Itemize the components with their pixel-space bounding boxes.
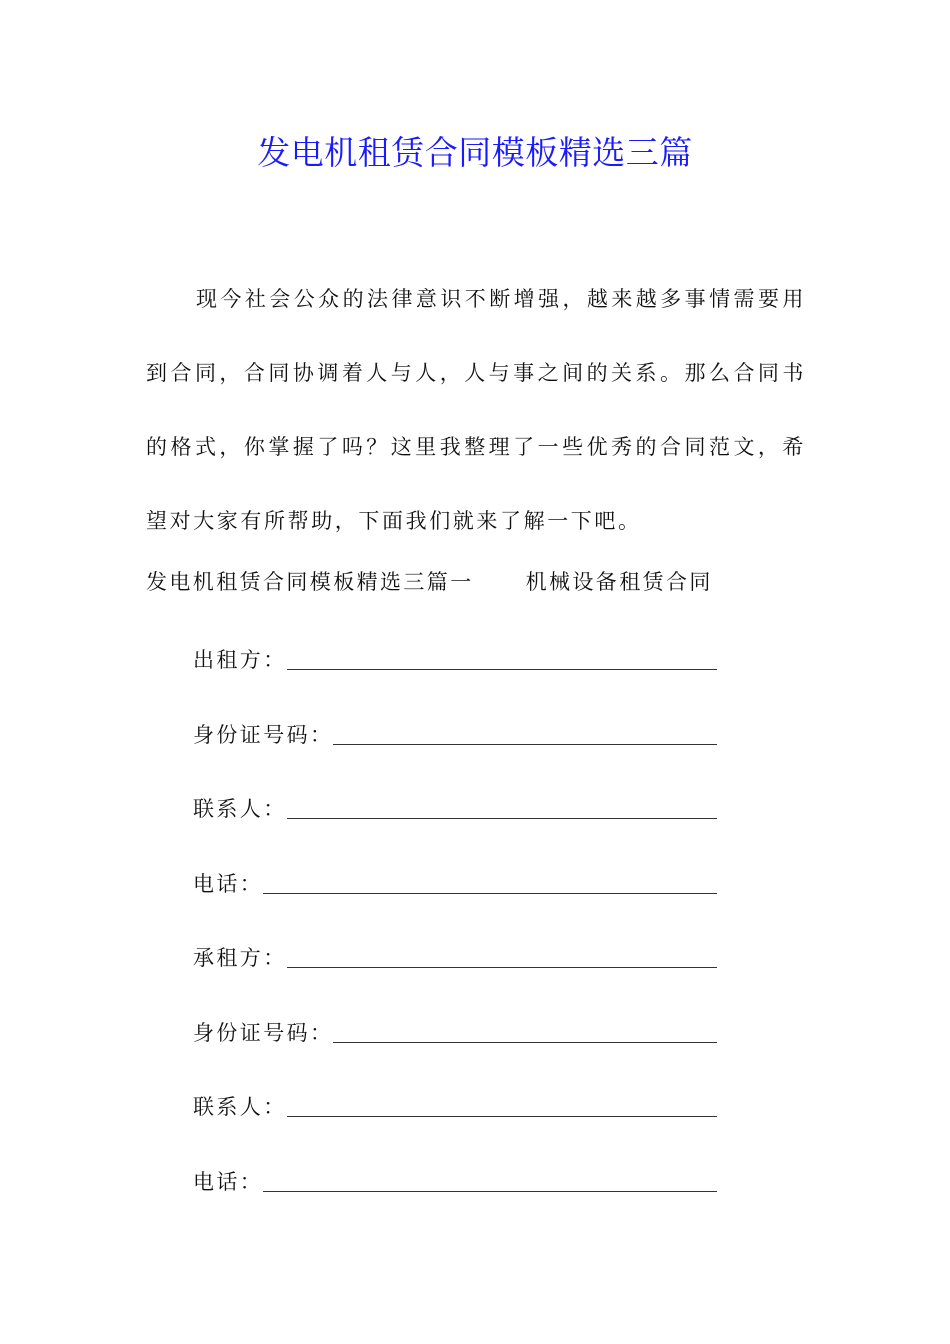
section-subheading: 机械设备租赁合同: [525, 570, 713, 594]
field-label: 电话：: [193, 871, 264, 896]
section-heading: [146, 560, 826, 604]
blank-line: [287, 1116, 717, 1117]
field-lessee-phone: [193, 1162, 723, 1237]
field-lessor: [193, 640, 723, 715]
page-title: 发电机租赁合同模板精选三篇: [257, 133, 693, 172]
section-heading-title: 发电机租赁合同模板精选三篇一: [146, 570, 474, 594]
blank-line: [263, 893, 717, 894]
blank-line: [333, 744, 717, 745]
blank-line: [287, 669, 717, 670]
blank-line: [263, 1191, 717, 1192]
field-label: 出租方：: [193, 648, 287, 672]
field-label: 承租方：: [193, 946, 287, 970]
field-label: 联系人：: [193, 1095, 287, 1119]
party-fields: [193, 640, 723, 1236]
field-label: 身份证号码：: [193, 722, 334, 747]
field-label: 身份证号码：: [193, 1020, 334, 1045]
field-lessor-id-number: [193, 715, 723, 790]
blank-line: [287, 967, 717, 968]
field-lessee: [193, 938, 723, 1013]
field-lessee-id-number: [193, 1013, 723, 1088]
field-label: 电话：: [193, 1169, 264, 1194]
field-lessee-contact: [193, 1087, 723, 1162]
blank-line: [333, 1042, 717, 1043]
field-label: 联系人：: [193, 797, 287, 821]
field-lessor-phone: [193, 864, 723, 939]
field-lessor-contact: [193, 789, 723, 864]
intro-paragraph: 现今社会公众的法律意识不断增强，越来越多事情需要用到合同，合同协调着人与人，人与事之间的关系。那么合同书的格式，你掌握了吗？这里我整理了一些优秀的合同范文，希望对大家有所帮助，下面我们就来了解一下吧。: [146, 287, 806, 533]
blank-line: [287, 818, 717, 819]
